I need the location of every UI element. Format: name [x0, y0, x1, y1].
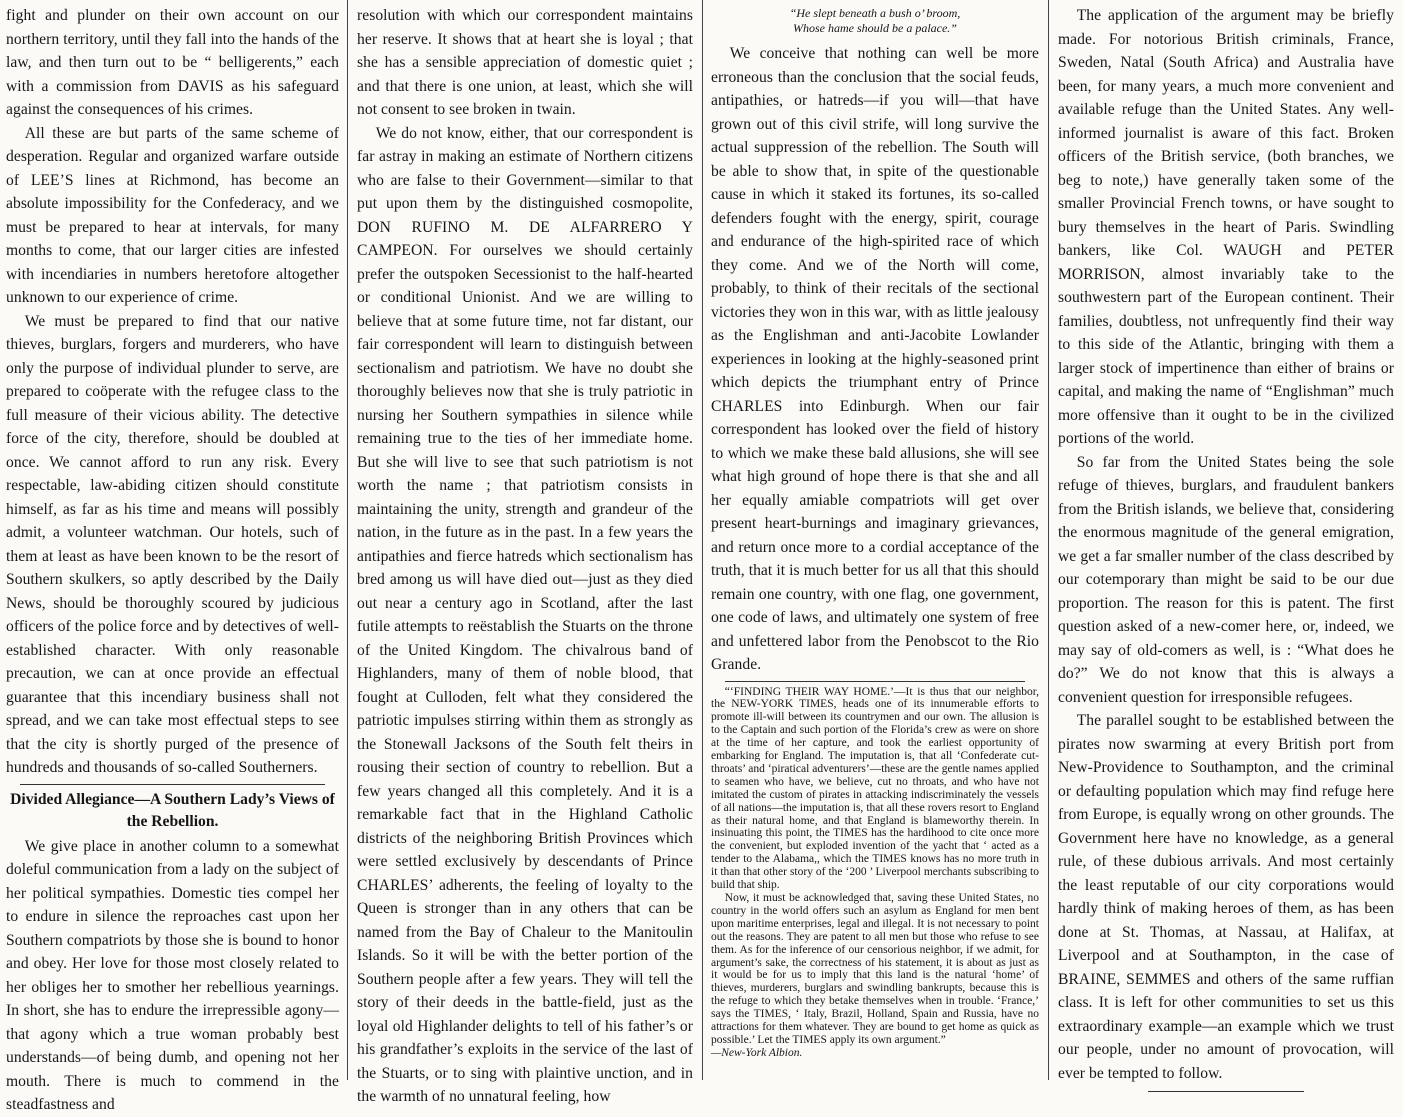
quoted-paragraph: “‘FINDING THEIR WAY HOME.’—It is thus that our neighbor, the NEW-YORK TIMES, heads one of its innumerable efforts to promote ill-will between its countrymen and our own. The allusion is to the Captain and such portion of the Florida’s crew as were on shore at the time of her capture, and took the earliest opportunity of embarking for England. The imputation is, that all ‘Confederate cut-throats’ and ‘piratical adventurers’—these are the gentle names applied to seamen who have, we believe, cut no throats, and who have not imitated the custom of pirates in attacking indiscriminately the vessels of all nations—the imputation is, that all these rovers resort to England as their natural home, and that England is blameworthy therein. In insinuating this point, the TIMES has the hardihood to cite once more the convenient, but exploded invention of the yacht that ‘ acted as a tender to the Alabama,, which the TIMES knows has no more truth in it than that other story of the ‘200 ’ Liverpool merchants subscribing to build that ship.	[711, 685, 1039, 892]
verse-line: Whose hame should be a palace.”	[793, 21, 957, 35]
paragraph: The application of the argument may be briefly made. For notorious British criminals, France, Sweden, Natal (South Africa) and Australia have been, for many years, a much more convenient and available refuge than the United States. Any well-informed journalist is aware of this fact. Broken officers of the British service, (both branches, we beg to note,) have generally taken some of the smaller Provincial French towns, or have sought to bury themselves in the heart of Paris. Swindling bankers, like Col. WAUGH and PETER MORRISON, almost invariably take to the southwestern part of the European continent. Their families, doubtless, not unfrequently find their way to this side of the Atlantic, bringing with them a larger stock of impertinence than either of brains or capital, and making the name of “Englishman” much more offensive than it ought to be in the civilized portions of the world.	[1058, 7, 1394, 447]
article-headline: Divided Allegiance—A Southern Lady’s Views of the Rebellion.	[10, 790, 335, 830]
paragraph: resolution with which our correspondent maintains her reserve. It shows that at heart she is loyal ; that she has a sensible appreciation of domestic quiet ; and that there is one union, at least, which she will not consent to see broken in twain.	[357, 7, 693, 118]
column-rule	[702, 0, 703, 1080]
column-rule	[347, 0, 348, 1080]
section-divider	[20, 784, 325, 785]
column-1	[6, 4, 339, 1113]
paragraph: So far from the United States being the sole refuge of thieves, burglars, and fraudulent bankers from the British islands, we believe that, considering the enormous magnitude of the general emigration, we get a far smaller number of the class described by our cotemporary than might be said to be our due proportion. The reason for this is patent. The first question asked of a new-comer here, or, indeed, we may say of old-comers as well, is : “What does he do?” We do not know that this is always a convenient question for irresponsible refugees.	[1058, 453, 1394, 706]
column-2	[357, 4, 693, 1105]
paragraph: fight and plunder on their own account on our northern territory, until they fall into the hands of the law, and then turn out to be “ belligerents,” each with a commission from DAVIS as his safeguard against the consequences of his crimes.	[6, 7, 339, 118]
column-4	[1058, 4, 1394, 1082]
paragraph: We conceive that nothing can well be more erroneous than the conclusion that the social feuds, antipathies, or hatreds—if you will—that have grown out of this civil strife, will long survive the actual suppression of the rebellion. The South will be able to show that, in spite of the questionable cause in which it staked its fortunes, its so-called defenders fought with the energy, spirit, courage and endurance of the high-spirited race of which they come. And we of the North will come, probably, to think of their recitals of the sectional victories they won in this war, with as little jealousy as the Englishman and anti-Jacobite Lowlander experiences in looking at the highly-seasoned print which depicts the triumphant entry of Prince CHARLES into Edinburgh. When our fair correspondent has looked over the field of history to which we make these bald allusions, she will see what high ground of hope there is that she and all her equally amiable compatriots will get over present heart-burnings and imaginary grievances, and return once more to a cordial acceptance of the truth, that it is much better for us all that this should remain one country, with one flag, one government, one code of laws, and ultimately one system of free and unfettered labor from the Penobscot to the Rio Grande.	[711, 45, 1039, 673]
column-rule	[1048, 0, 1049, 1080]
verse-line: “He slept beneath a bush o’ broom,	[789, 6, 961, 20]
paragraph: We do not know, either, that our correspondent is far astray in making an estimate of Northern citizens who are false to their Government—similar to that put upon them by the distinguished cosmopolite, DON RUFINO M. DE ALFARRERO Y CAMPEON. For ourselves we should certainly prefer the outspoken Secessionist to the half-hearted or conditional Unionist. And we are willing to believe that at some future time, not far distant, our fair correspondent will learn to distinguish between sectionalism and patriotism. We have no doubt she thoroughly believes now that she is truly patriotic in nursing her Southern sympathies in silence while remaining true to the ties of her immediate home. But she will live to see that such patriotism is not worth the name ; that patriotism consists in maintaining the unity, strength and grandeur of the nation, in the future as in the past. In a few years the antipathies and fierce hatreds which sectionalism has bred among us will have died out—just as they died out near a century ago in Scotland, after the last futile attempts to reëstablish the Stuarts on the throne of the United Kingdom. The chivalrous band of Highlanders, many of them of noble blood, that fought at Culloden, felt what they considered the patriotic impulses stirring within them as strongly as the Stonewall Jacksons of the South felt theirs in rousing their section of country to rebellion. But a few years changed all this completely. And it is a remarkable fact that in the Highland Catholic districts of the neighboring British Provinces which were settled exclusively by descendants of Prince CHARLES’ adherents, the feeling of loyalty to the Queen is stronger than in any others that can be named from the Bay of Chaleur to the Manitoulin Islands. So it will be with the better portion of the Southern people after a few years. They will tell the story of their deeds in the battle-field, just as the loyal old Highlander delights to tell of his father’s or his grandfather’s exploits in the service of the last of the Stuarts, or to sing with plaintive unction, and in the warmth of no unnatural feeling, how	[357, 124, 693, 1105]
quoted-paragraph: Now, it must be acknowledged that, saving these United States, no country in the world offers such an asylum as England for men bent upon maritime enterprises, legal and illegal. It is not necessary to point out the reasons. They are patent to all men but those who refuse to see them. As for the inference of our censorious neighbor, if we admit, for argument’s sake, the correctness of his statement, it is about as just as it would be for us to imply that this land is the natural ‘home’ of thieves, murderers, burglars and swindling bankrupts, because this is the refuge to which they betake themselves when in trouble. ‘France,’ says the TIMES, ‘ Italy, Brazil, Holland, Spain and Russia, have no attractions for them whatever. They are bound to get home as quick as possible.’ Let the TIMES apply its own argument.”	[711, 892, 1039, 1046]
paragraph: We give place in another column to a somewhat doleful communication from a lady on the subject of her political sympathies. Domestic ties compel her to endure in silence the reproaches cast upon her Southern compatriots by those she is bound to honor and obey. Her love for those most closely related to her obliges her to smother her rebellious yearnings. In short, she has to endure the irrepressible agony—that agony which a true woman probably best understands—of being dumb, and opening not her mouth. There is much to commend in the steadfastness and	[6, 837, 339, 1113]
end-rule	[1148, 1091, 1304, 1092]
paragraph: The parallel sought to be established between the pirates now swarming at every British port from New-Providence to Southampton, and the criminal or defaulting population which may find refuge here from Europe, is equally wrong on other grounds. The Government here have no knowledge, as a general rule, of these dubious arrivals. And most certainly the least reputable of our city corporations would hardly think of making heroes of them, as has been done at St. Thomas, at Nassau, at Halifax, at Liverpool and at Southampton, in the case of BRAINE, SEMMES and others of the same ruffian class. It is left for other communities to set us this extraordinary example—an example which we trust our people, under no amount of provocation, will ever be tempted to follow.	[1058, 712, 1394, 1082]
verse-quote	[711, 6, 1039, 36]
column-3	[711, 4, 1039, 1076]
paragraph: All these are but parts of the same scheme of desperation. Regular and organized warfare outside of LEE’S lines at Richmond, has become an absolute impossibility for the Confederacy, and we must be prepared to hear at intervals, for many months to come, that our larger cities are infested with incendiaries in numbers heretofore altogether unknown to our experience of crime.	[6, 124, 339, 306]
source-signature: —New-York Albion.	[711, 1046, 803, 1059]
paragraph: We must be prepared to find that our native thieves, burglars, forgers and murderers, who have only the purpose of individual plunder to serve, are prepared to coöperate with the refugee class to the full measure of their vicious ability. The detective force of the city, therefore, should be doubled at once. We cannot afford to run any risk. Every respectable, law-abiding citizen should constitute himself, as far as his time and means will possibly admit, a volunteer watchman. Our hotels, such of them at least as have been known to be the resort of Southern skulkers, so aptly described by the Daily News, should be thoroughly scoured by judicious officers of the police force and by detectives of well-established character. With only reasonable precaution, we can at once provide an effectual guarantee that this incendiary business shall not spread, and we can take most effectual steps to see that the city is shortly purged of the presence of hundreds and thousands of so-called Southerners.	[6, 312, 339, 776]
section-divider	[725, 681, 1025, 682]
